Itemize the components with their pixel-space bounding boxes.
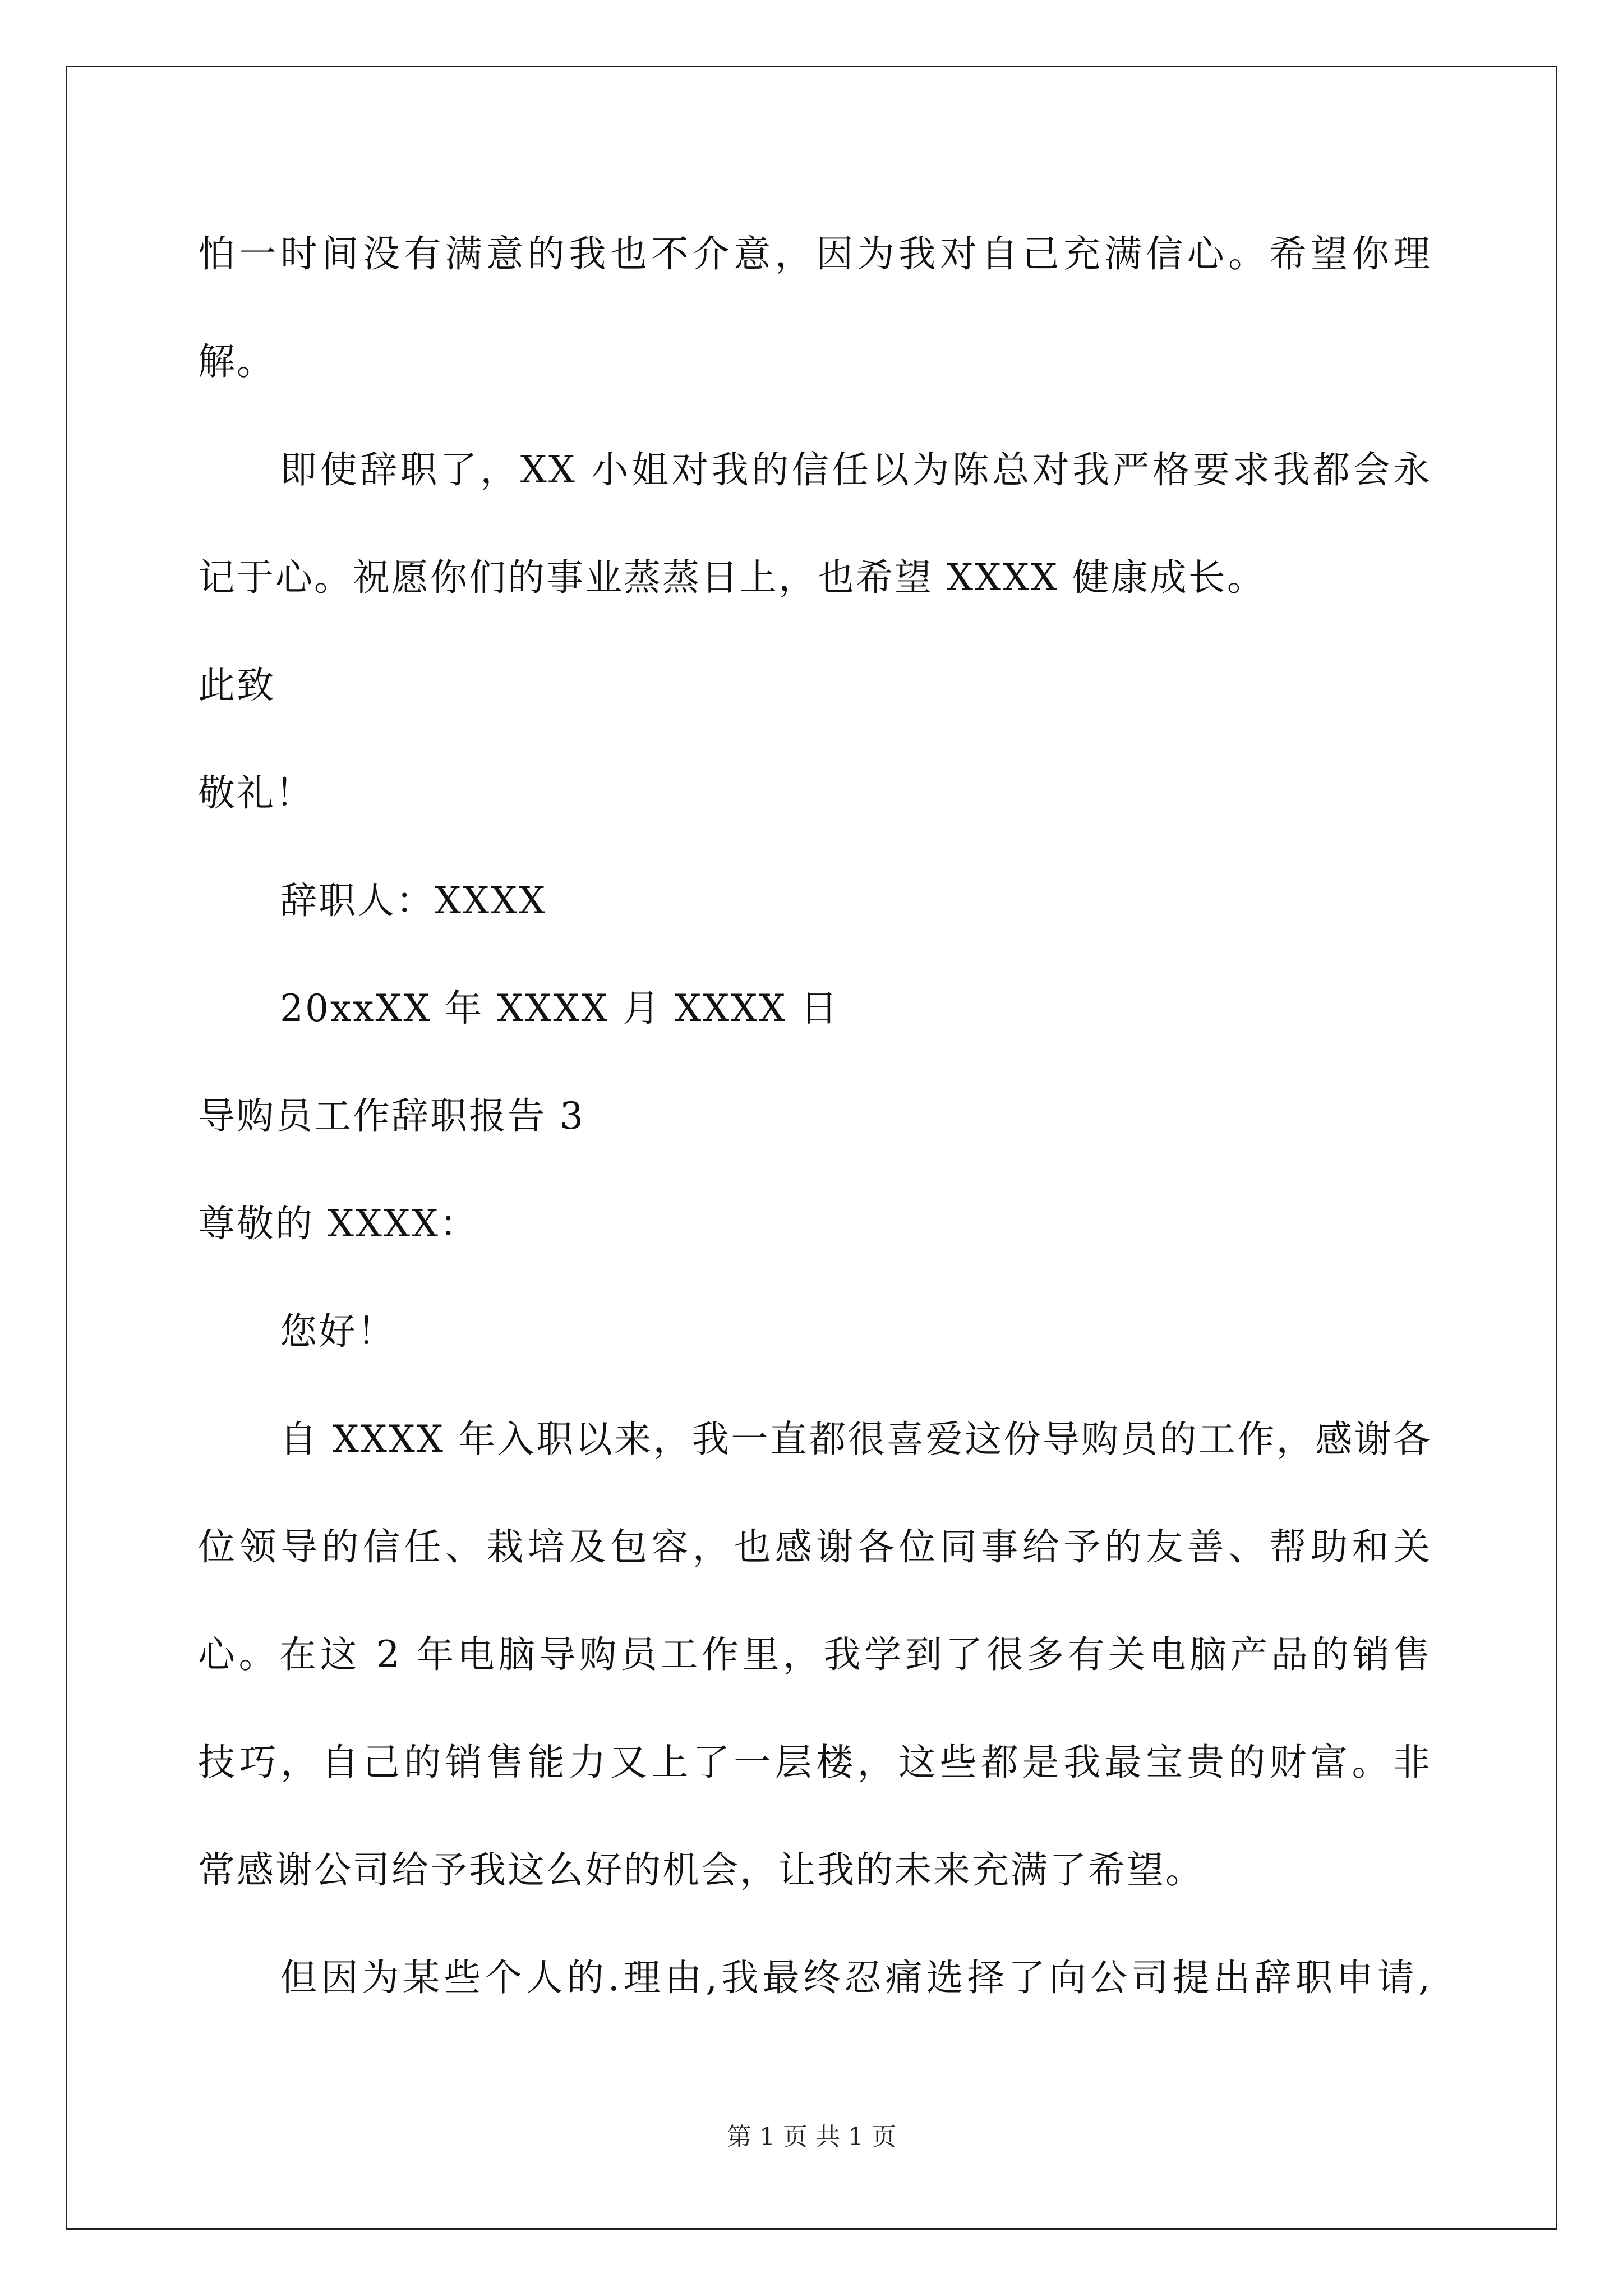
closing-regards: 敬礼！ — [198, 771, 314, 815]
body-line: 记于心。祝愿你们的事业蒸蒸日上，也希望 XXXX 健康成长。 — [198, 556, 1266, 599]
page-number-footer: 第 1 页 共 1 页 — [727, 2123, 896, 2151]
body-line: 但因为某些个人的.理由,我最终忍痛选择了向公司提出辞职申请, — [280, 1956, 1432, 1999]
body-line: 心。在这 2 年电脑导购员工作里，我学到了很多有关电脑产品的销售 — [198, 1633, 1432, 1676]
body-line: 怕一时间没有满意的我也不介意，因为我对自己充满信心。希望你理 — [198, 232, 1432, 275]
page-border — [66, 66, 1557, 2230]
signature-line: 辞职人：XXXX — [280, 879, 547, 922]
body-line: 技巧，自己的销售能力又上了一层楼，这些都是我最宝贵的财富。非 — [198, 1741, 1432, 1784]
body-line: 即使辞职了，XX 小姐对我的信任以为陈总对我严格要求我都会永 — [280, 448, 1432, 491]
body-line: 解。 — [198, 340, 275, 383]
greeting-recipient: 尊敬的 XXXX： — [198, 1202, 478, 1245]
closing-salutation: 此致 — [198, 664, 275, 707]
greeting: 您好！ — [280, 1310, 396, 1353]
section-title: 导购员工作辞职报告 3 — [198, 1094, 585, 1138]
body-line: 常感谢公司给予我这么好的机会，让我的未来充满了希望。 — [198, 1848, 1204, 1892]
body-line: 自 XXXX 年入职以来，我一直都很喜爱这份导购员的工作，感谢各 — [280, 1418, 1432, 1461]
body-line: 位领导的信任、栽培及包容，也感谢各位同事给予的友善、帮助和关 — [198, 1525, 1432, 1568]
date-line: 20xxXX 年 XXXX 月 XXXX 日 — [280, 987, 840, 1030]
